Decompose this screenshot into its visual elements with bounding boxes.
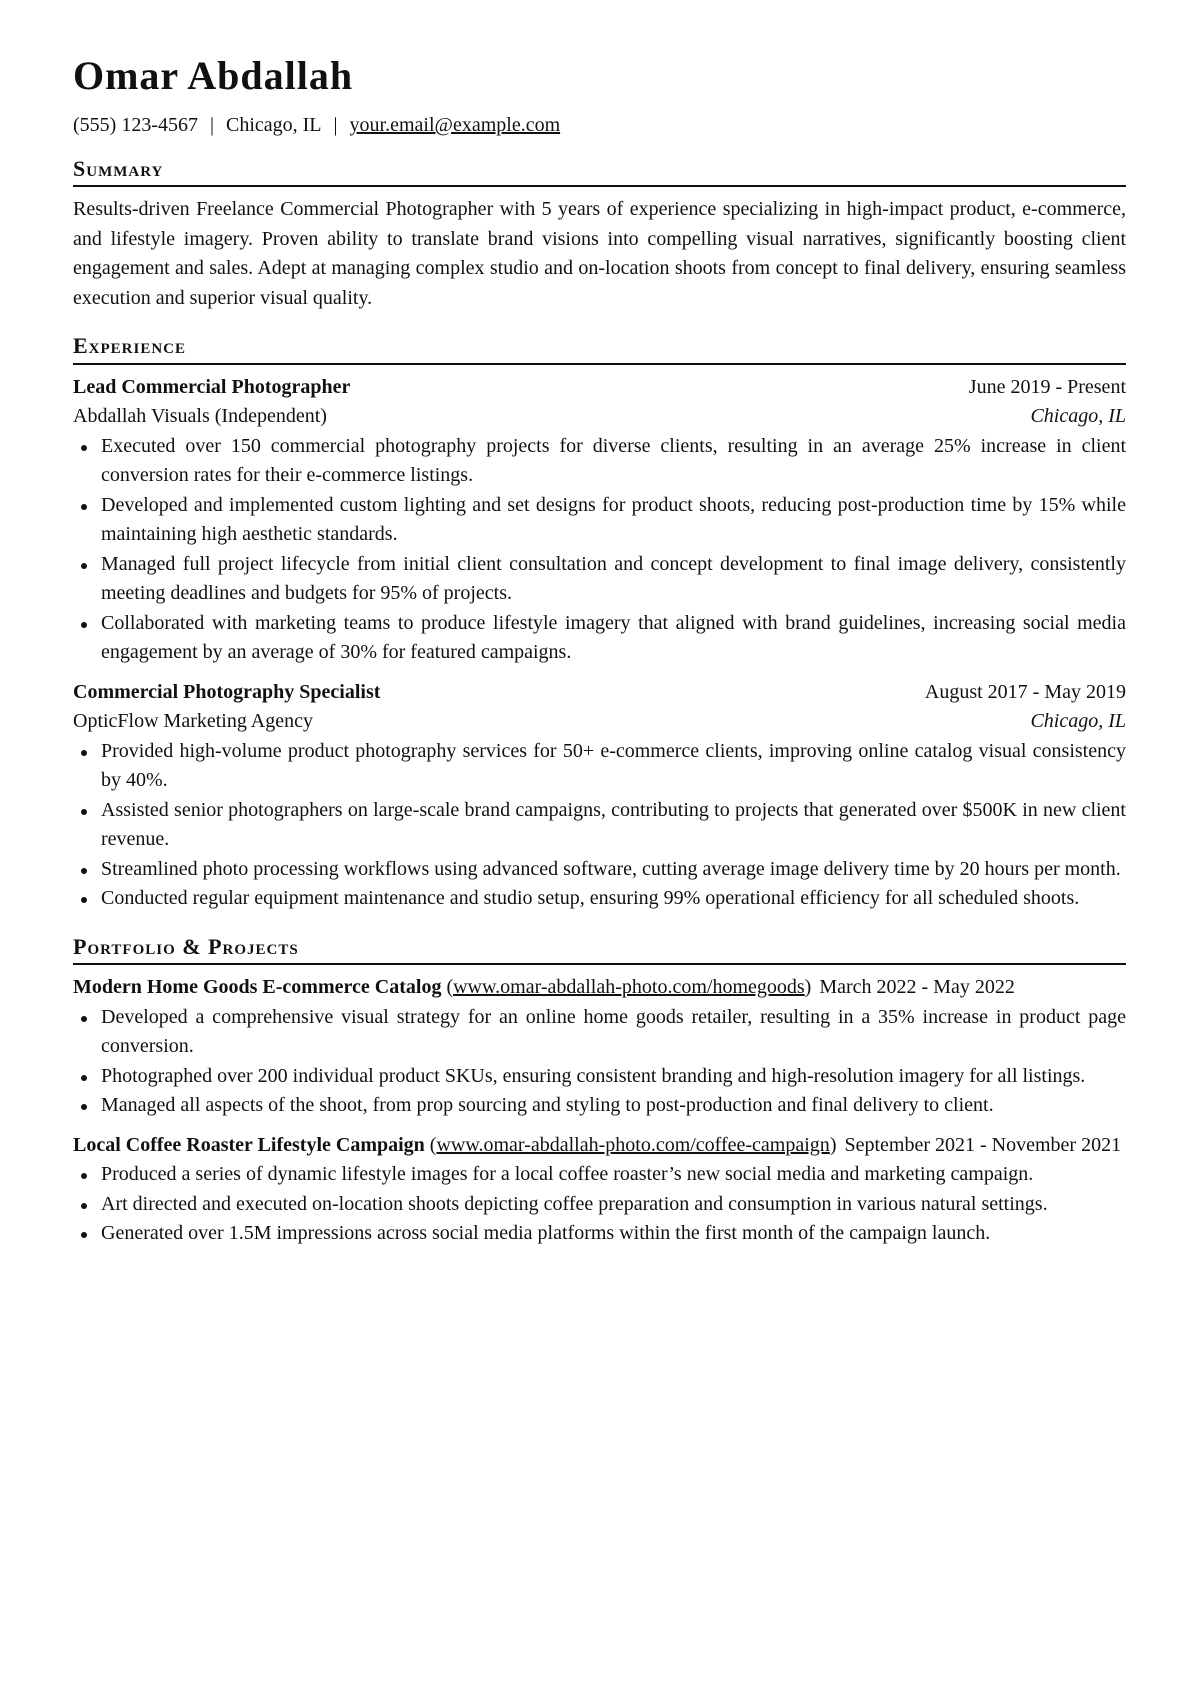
bullet-text: Provided high-volume product photography services for 50+ e-commerce clients, improving online catalog visual consistency by 40%. (101, 739, 1126, 792)
job-dates: June 2019 - Present (968, 375, 1126, 398)
summary-text: Results-driven Freelance Commercial Photographer with 5 years of experience specializing in high-impact product, e-commerce, and lifestyle imagery. Proven ability to translate brand visions into compelling visual narratives, significantly boosting client engagement and sales. Adept at managing complex studio and on-location shoots from concept to final delivery, ensuring seamless execution and superior visual quality. (73, 198, 1126, 309)
phone-number: (555) 123-4567 (73, 114, 198, 136)
bullet-text: Art directed and executed on-location shoots depicting coffee preparation and consumption in various natural settings. (101, 1192, 1048, 1215)
bullet-item (73, 550, 1126, 609)
bullet-dot-icon (81, 1173, 87, 1179)
project-dates: September 2021 - November 2021 (844, 1133, 1122, 1156)
bullet-item (73, 884, 1126, 914)
bullet-text: Managed all aspects of the shoot, from prop sourcing and styling to post-production and final delivery to client. (101, 1094, 994, 1117)
project-name: Local Coffee Roaster Lifestyle Campaign (73, 1133, 425, 1156)
bullet-dot-icon (81, 622, 87, 628)
job-subheader (73, 402, 1126, 432)
job-bullets (73, 737, 1126, 914)
bullet-item (73, 609, 1126, 668)
contact-line (73, 112, 1126, 138)
project-header: Modern Home Goods E-commerce Catalog (www.omar-abdallah-photo.com/homegoods) March 2022 - May 2022 (73, 976, 1015, 999)
project-dates: March 2022 - May 2022 (819, 976, 1015, 999)
bullet-item (73, 1160, 1126, 1190)
project-header: Local Coffee Roaster Lifestyle Campaign (www.omar-abdallah-photo.com/coffee-campaign) September 2021 - November 2021 (73, 1133, 1122, 1156)
bullet-text: Executed over 150 commercial photography projects for diverse clients, resulting in an average 25% increase in client conversion rates for their e-commerce listings. (101, 434, 1126, 487)
company-name: OpticFlow Marketing Agency (73, 710, 313, 733)
job-subheader (73, 707, 1126, 737)
bullet-dot-icon (81, 897, 87, 903)
bullet-text: Assisted senior photographers on large-scale brand campaigns, contributing to projects that generated over $500K in new client revenue. (101, 798, 1126, 851)
bullet-dot-icon (81, 750, 87, 756)
bullet-text: Managed full project lifecycle from initial client consultation and concept development to final image delivery, consistently meeting deadlines and budgets for 95% of projects. (101, 552, 1126, 605)
bullet-dot-icon (81, 504, 87, 510)
bullet-text: Conducted regular equipment maintenance and studio setup, ensuring 99% operational efficiency for all scheduled shoots. (101, 887, 1080, 910)
project-bullets (73, 1160, 1126, 1249)
bullet-item (73, 1003, 1126, 1062)
bullet-dot-icon (81, 1232, 87, 1238)
bullet-dot-icon (81, 1203, 87, 1209)
bullet-item (73, 855, 1126, 885)
bullet-text: Generated over 1.5M impressions across social media platforms within the first month of the campaign launch. (101, 1222, 991, 1245)
bullet-dot-icon (81, 809, 87, 815)
bullet-text: Collaborated with marketing teams to produce lifestyle imagery that aligned with brand guidelines, increasing social media engagement by an average of 30% for featured campaigns. (101, 611, 1126, 664)
project-link[interactable]: www.omar-abdallah-photo.com/homegoods (453, 976, 805, 999)
bullet-item (73, 1190, 1126, 1220)
bullet-item (73, 1062, 1126, 1092)
project-entry (73, 973, 1126, 1121)
bullet-item (73, 1219, 1126, 1249)
project-bullets (73, 1003, 1126, 1121)
separator: | (333, 114, 338, 136)
bullet-dot-icon (81, 868, 87, 874)
job-title: Lead Commercial Photographer (73, 375, 351, 398)
bullet-item (73, 796, 1126, 855)
project-link[interactable]: www.omar-abdallah-photo.com/coffee-campaign (436, 1133, 830, 1156)
bullet-text: Developed and implemented custom lighting and set designs for product shoots, reducing post-production time by 15% while maintaining high aesthetic standards. (101, 493, 1126, 546)
bullet-dot-icon (81, 1016, 87, 1022)
bullet-item (73, 432, 1126, 491)
resume-page (73, 52, 1126, 1259)
bullet-dot-icon (81, 563, 87, 569)
bullet-item (73, 737, 1126, 796)
summary-heading: Summary (73, 156, 1126, 187)
bullet-dot-icon (81, 1075, 87, 1081)
job-header (73, 373, 1126, 403)
job-bullets (73, 432, 1126, 668)
bullet-text: Photographed over 200 individual product SKUs, ensuring consistent branding and high-resolution imagery for all listings. (101, 1064, 1086, 1087)
candidate-name: Omar Abdallah (73, 53, 354, 98)
job-entry (73, 678, 1126, 914)
bullet-text: Developed a comprehensive visual strategy for an online home goods retailer, resulting in a 35% increase in product page conversion. (101, 1005, 1126, 1058)
company-name: Abdallah Visuals (Independent) (73, 405, 327, 428)
project-entry (73, 1131, 1126, 1249)
email-link[interactable]: your.email@example.com (349, 114, 561, 136)
location: Chicago, IL (226, 114, 322, 136)
job-location: Chicago, IL (1030, 710, 1126, 733)
experience-heading: Experience (73, 333, 1126, 364)
bullet-dot-icon (81, 445, 87, 451)
bullet-text: Streamlined photo processing workflows using advanced software, cutting average image delivery time by 20 hours per month. (101, 857, 1121, 880)
job-entry (73, 373, 1126, 668)
bullet-text: Produced a series of dynamic lifestyle images for a local coffee roaster’s new social media and marketing campaign. (101, 1163, 1034, 1186)
job-header (73, 678, 1126, 708)
job-location: Chicago, IL (1030, 405, 1126, 428)
bullet-item (73, 1091, 1126, 1121)
job-title: Commercial Photography Specialist (73, 680, 381, 703)
separator: | (209, 114, 214, 136)
job-dates: August 2017 - May 2019 (924, 680, 1126, 703)
projects-heading: Portfolio & Projects (73, 934, 1126, 965)
bullet-dot-icon (81, 1104, 87, 1110)
project-name: Modern Home Goods E-commerce Catalog (73, 976, 442, 999)
bullet-item (73, 491, 1126, 550)
